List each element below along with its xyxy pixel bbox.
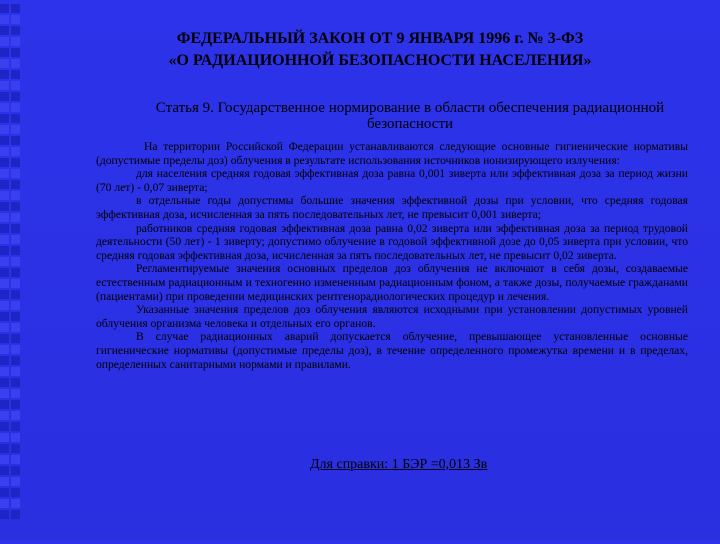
decorative-square xyxy=(0,290,9,299)
decorative-square xyxy=(0,334,9,343)
decorative-square xyxy=(0,477,9,486)
decorative-square xyxy=(0,345,9,354)
decorative-square xyxy=(0,488,9,497)
decorative-square xyxy=(11,323,20,332)
decorative-square xyxy=(11,422,20,431)
decorative-square xyxy=(11,433,20,442)
decorative-square-strip xyxy=(0,0,22,544)
decorative-square xyxy=(11,301,20,310)
decorative-square xyxy=(0,411,9,420)
decorative-square xyxy=(0,389,9,398)
decorative-square xyxy=(11,202,20,211)
decorative-square xyxy=(11,37,20,46)
decorative-square xyxy=(11,103,20,112)
decorative-square xyxy=(0,246,9,255)
decorative-square xyxy=(0,4,9,13)
decorative-square xyxy=(11,59,20,68)
decorative-square xyxy=(11,246,20,255)
paragraph-intro: На территории Российской Федерации устанавливаются следующие основные гигиенические нормативы (допустимые пределы доз) облучения в результате использования источников ионизирующего излучения: xyxy=(96,140,688,167)
decorative-square xyxy=(0,279,9,288)
decorative-square xyxy=(11,455,20,464)
decorative-square xyxy=(11,48,20,57)
decorative-square xyxy=(11,191,20,200)
decorative-square xyxy=(0,510,9,519)
decorative-square xyxy=(11,81,20,90)
decorative-square xyxy=(11,224,20,233)
decorative-square xyxy=(0,114,9,123)
decorative-square xyxy=(0,103,9,112)
decorative-square xyxy=(0,268,9,277)
decorative-square xyxy=(0,125,9,134)
decorative-square xyxy=(11,334,20,343)
decorative-square xyxy=(11,400,20,409)
decorative-square xyxy=(11,136,20,145)
decorative-square xyxy=(0,235,9,244)
decorative-square xyxy=(11,125,20,134)
decorative-square xyxy=(11,345,20,354)
paragraph-population-exception: в отдельные годы допустимы большие значения эффективной дозы при условии, что средняя годовая эффективная доза, исчисленная за пять последовательных лет, не превысит 0,001 зиверта; xyxy=(96,194,688,221)
decorative-square xyxy=(11,279,20,288)
decorative-square xyxy=(11,15,20,24)
decorative-square xyxy=(11,510,20,519)
decorative-square xyxy=(11,488,20,497)
decorative-square xyxy=(11,378,20,387)
decorative-square xyxy=(0,180,9,189)
paragraph-accidents: В случае радиационных аварий допускается облучение, превышающее установленные основные гигиенические нормативы (допустимые пределы доз), в течение определенного промежутка времени и в пределах, определенных санитарными нормами и правилами. xyxy=(96,330,688,371)
decorative-square xyxy=(0,136,9,145)
law-title xyxy=(70,28,690,72)
slide-header xyxy=(80,28,690,132)
decorative-square xyxy=(11,257,20,266)
decorative-square xyxy=(11,411,20,420)
decorative-square xyxy=(0,367,9,376)
decorative-square xyxy=(11,213,20,222)
decorative-square xyxy=(0,26,9,35)
decorative-square xyxy=(11,158,20,167)
decorative-square xyxy=(0,147,9,156)
paragraph-exclusions: Регламентируемые значения основных пределов доз облучения не включают в себя дозы, создаваемые естественным радиационным и техногенно измененным радиационным фоном, а также дозы, получаемые гражданами (пациентами) при проведении медицинских рентгенорадиологических процедур и лечения. xyxy=(96,262,688,303)
decorative-square xyxy=(0,158,9,167)
decorative-square xyxy=(0,70,9,79)
decorative-square xyxy=(11,477,20,486)
decorative-square xyxy=(11,92,20,101)
decorative-square xyxy=(0,81,9,90)
decorative-square xyxy=(11,499,20,508)
paragraph-baseline: Указанные значения пределов доз облучения являются исходными при установлении допустимых уровней облучения организма человека и отдельных его органов. xyxy=(96,303,688,330)
decorative-square xyxy=(11,444,20,453)
decorative-square xyxy=(0,169,9,178)
decorative-square xyxy=(11,466,20,475)
law-title-line-2: «О РАДИАЦИОННОЙ БЕЗОПАСНОСТИ НАСЕЛЕНИЯ» xyxy=(168,52,592,69)
decorative-square xyxy=(0,444,9,453)
decorative-square xyxy=(0,312,9,321)
article-title: Статья 9. Государственное нормирование в области обеспечения радиационной безопасности xyxy=(155,100,665,132)
reference-footnote: Для справки: 1 БЭР =0,013 Зв xyxy=(310,457,488,472)
decorative-square xyxy=(0,301,9,310)
decorative-square xyxy=(0,257,9,266)
decorative-square xyxy=(11,147,20,156)
decorative-square xyxy=(11,26,20,35)
paragraph-workers-dose: работников средняя годовая эффективная доза равна 0,02 зиверта или эффективная доза за период трудовой деятельности (50 лет) - 1 зиверту; допустимо облучение в годовой эффективной дозе до 0,05 зиверта при условии, что средняя годовая эффективная доза, исчисленная за пять последовательных лет, не превысит 0,02 зиверта. xyxy=(96,221,688,262)
decorative-square xyxy=(0,224,9,233)
decorative-square xyxy=(0,191,9,200)
decorative-square xyxy=(0,202,9,211)
decorative-square xyxy=(11,268,20,277)
paragraph-population-dose: для населения средняя годовая эффективная доза равна 0,001 зиверта или эффективная доза за период жизни (70 лет) - 0,07 зиверта; xyxy=(96,167,688,194)
decorative-square xyxy=(11,367,20,376)
decorative-square xyxy=(11,4,20,13)
decorative-square xyxy=(11,169,20,178)
decorative-square xyxy=(11,180,20,189)
decorative-square xyxy=(0,356,9,365)
decorative-square xyxy=(11,235,20,244)
decorative-square xyxy=(0,213,9,222)
decorative-square xyxy=(0,48,9,57)
decorative-square xyxy=(11,356,20,365)
decorative-square xyxy=(0,455,9,464)
decorative-square xyxy=(11,389,20,398)
decorative-square xyxy=(11,70,20,79)
decorative-square xyxy=(0,323,9,332)
decorative-square xyxy=(11,114,20,123)
decorative-square xyxy=(0,499,9,508)
decorative-square xyxy=(0,378,9,387)
decorative-square xyxy=(0,422,9,431)
decorative-square xyxy=(0,466,9,475)
decorative-square xyxy=(0,400,9,409)
decorative-square xyxy=(11,312,20,321)
decorative-square xyxy=(11,290,20,299)
law-title-line-1: ФЕДЕРАЛЬНЫЙ ЗАКОН ОТ 9 ЯНВАРЯ 1996 г. № 3-ФЗ xyxy=(176,30,584,47)
decorative-square xyxy=(0,92,9,101)
decorative-square xyxy=(0,59,9,68)
article-body xyxy=(96,140,688,371)
decorative-square xyxy=(0,15,9,24)
decorative-square xyxy=(0,37,9,46)
decorative-square xyxy=(0,433,9,442)
